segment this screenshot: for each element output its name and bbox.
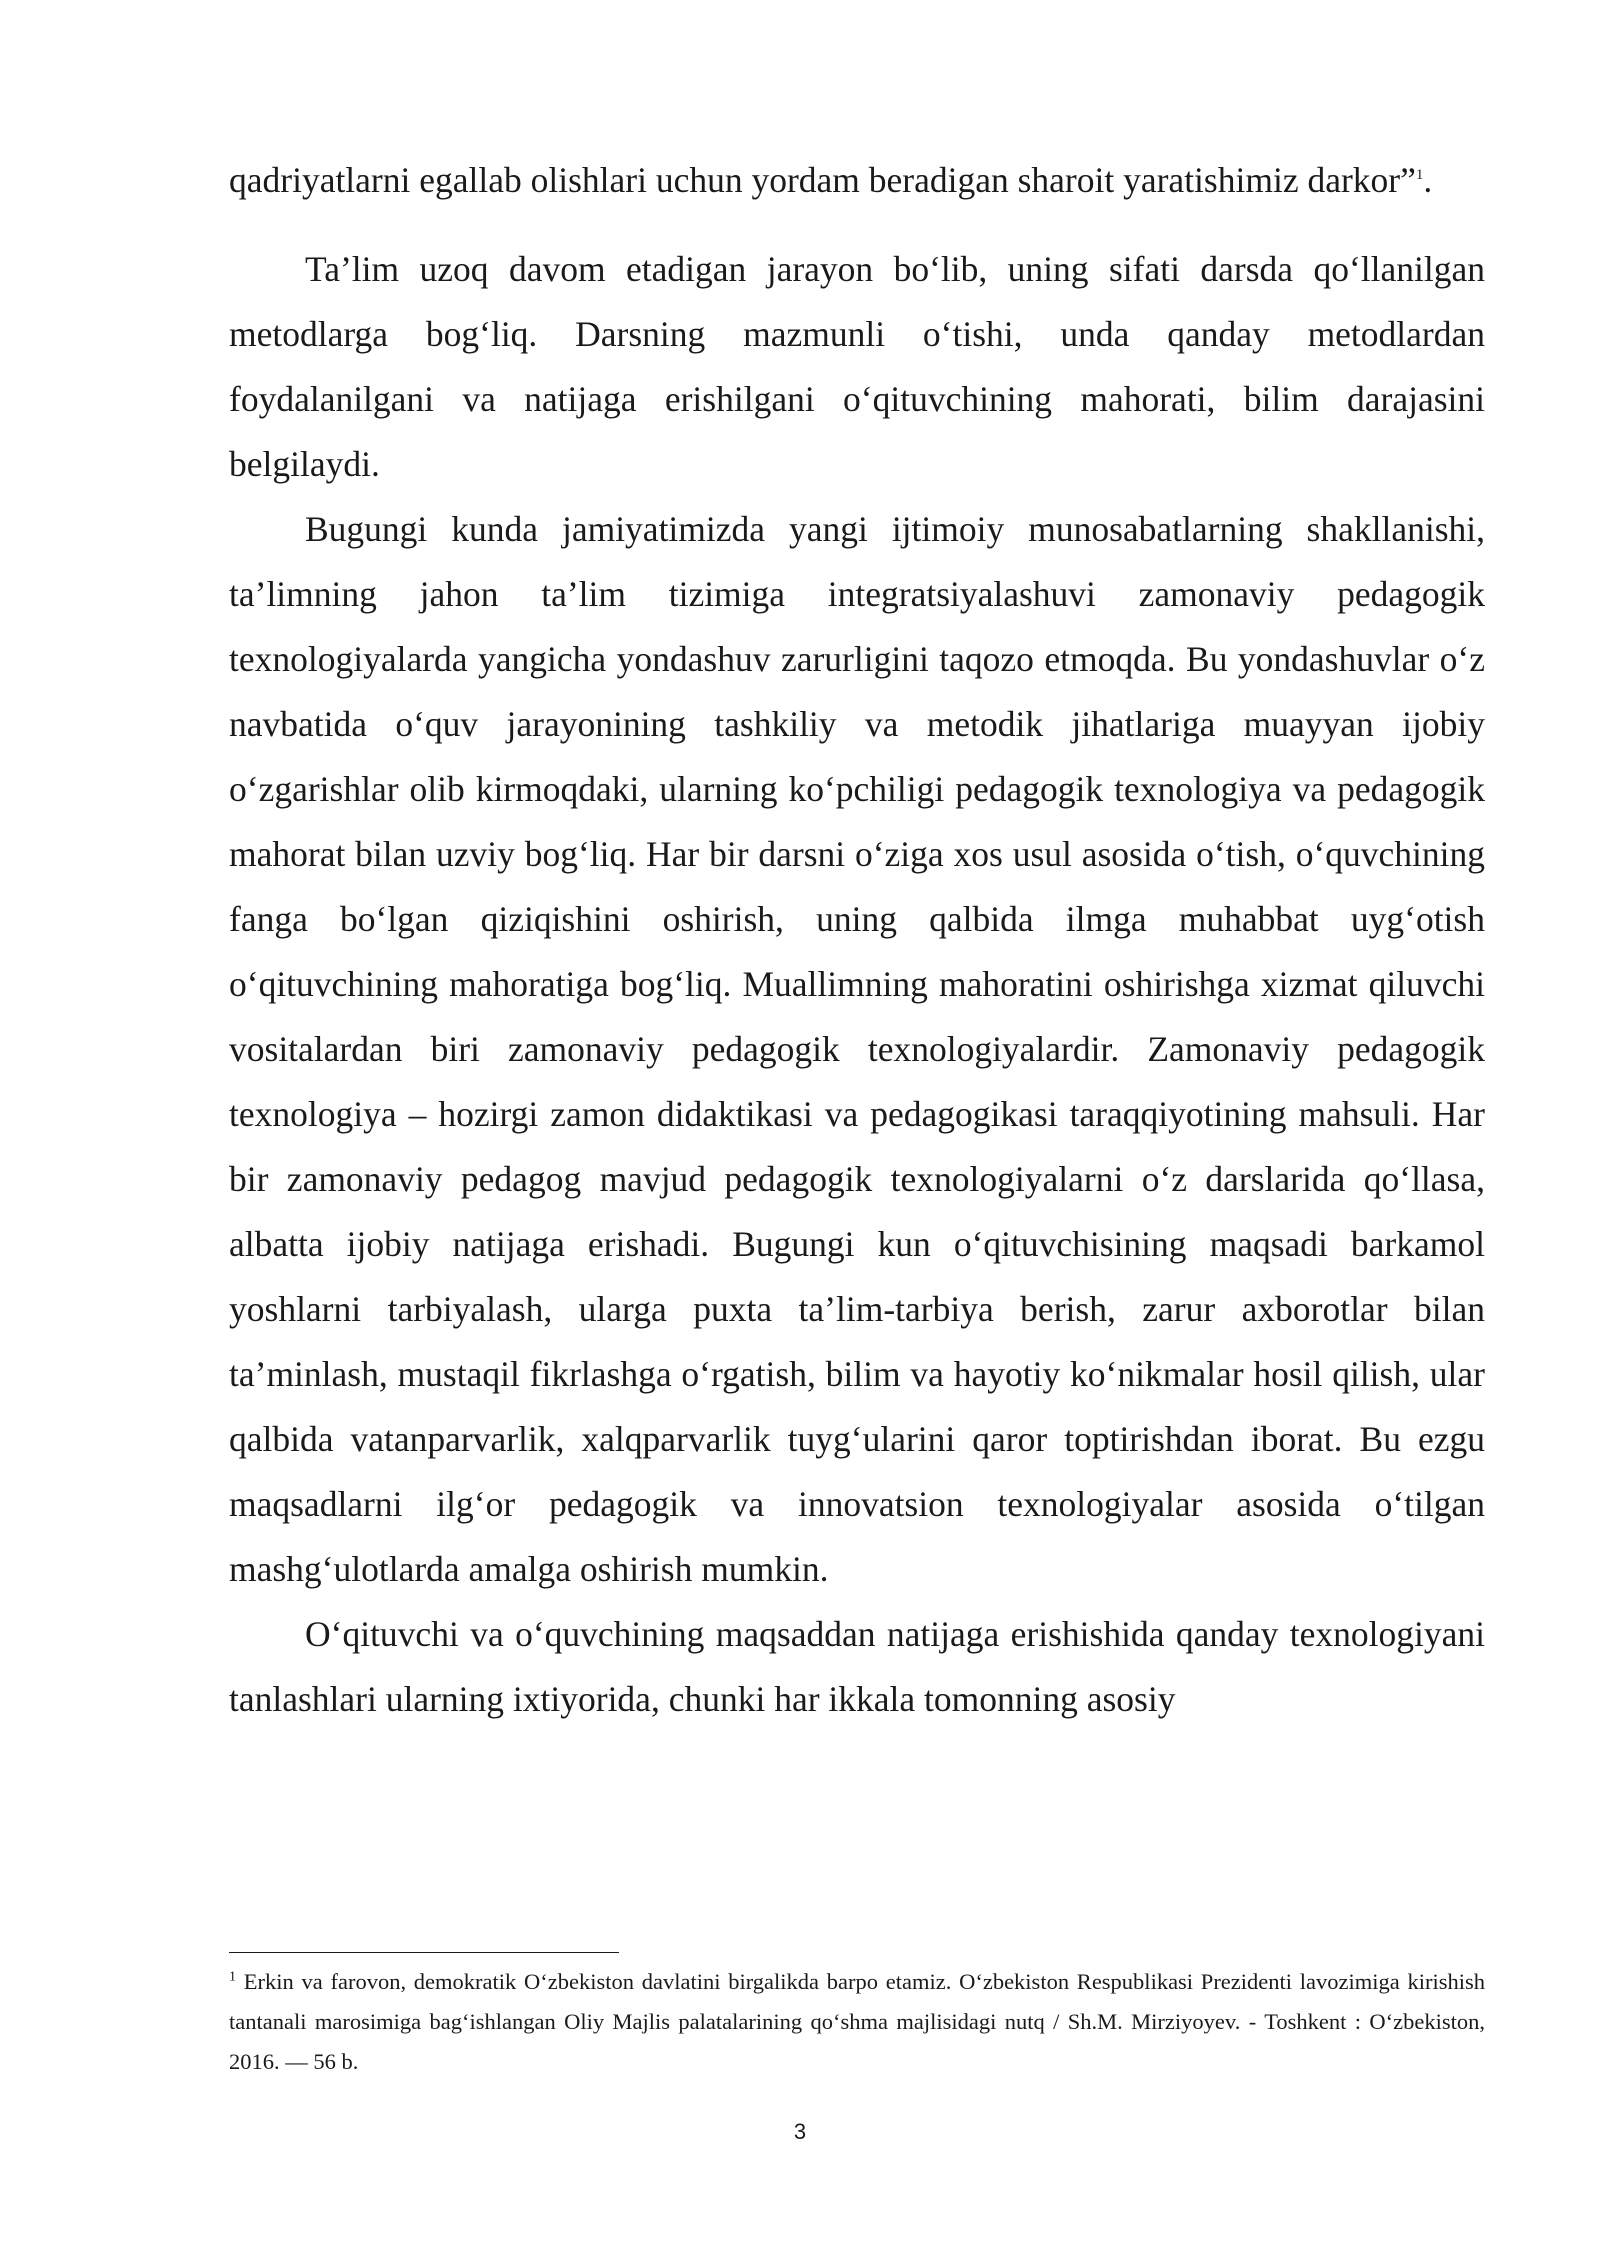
paragraph-continuation-end: . — [1423, 160, 1433, 200]
footnote-marker: 1 — [229, 1969, 236, 1985]
footnote-text: Erkin va farovon, demokratik O‘zbekiston davlatini birgalikda barpo etamiz. O‘zbekiston Respublikasi Prezidenti lavozimiga kirishish tantanali marosimiga bag‘ishlangan Oliy Majlis palatalarining qo‘shma majlisidagi nutq / Sh.M. Mirziyoyev. - Toshkent : O‘zbekiston, 2016. — 56 b. — [229, 1969, 1485, 2074]
paragraph-talim: Ta’lim uzoq davom etadigan jarayon bo‘lib, uning sifati darsda qo‘llanilgan metodlarga bog‘liq. Darsning mazmunli o‘tishi, unda qanday metodlardan foydalanilgani va natijaga erishilgani o‘qituvchining mahorati, bilim darajasini belgilaydi. — [229, 249, 1485, 484]
document-body — [229, 148, 1485, 1732]
paragraph-oqituvchi: O‘qituvchi va o‘quvchining maqsaddan natijaga erishishida qanday texnologiyani tanlashlari ularning ixtiyorida, chunki har ikkala tomonning asosiy — [229, 1614, 1485, 1719]
paragraph-continuation-text: qadriyatlarni egallab olishlari uchun yordam beradigan sharoit yaratishimiz darkor” — [229, 160, 1416, 200]
footnote-reference: 1 — [1415, 167, 1424, 184]
paragraph-continuation — [229, 148, 1485, 213]
footnote — [229, 1962, 1485, 2082]
page-number: 3 — [793, 2119, 807, 2144]
footnote-separator — [229, 1952, 619, 1953]
paragraph-bugungi-kunda: Bugungi kunda jamiyatimizda yangi ijtimoiy munosabatlarning shakllanishi, ta’limning jahon ta’lim tizimiga integratsiyalashuvi zamonaviy pedagogik texnologiyalarda yangicha yondashuv zarurligini taqozo etmoqda. Bu yondashuvlar o‘z navbatida o‘quv jarayonining tashkiliy va metodik jihatlariga muayyan ijobiy o‘zgarishlar olib kirmoqdaki, ularning ko‘pchiligi pedagogik texnologiya va pedagogik mahorat bilan uzviy bog‘liq. Har bir darsni o‘ziga xos usul asosida o‘tish, o‘quvchining fanga bo‘lgan qiziqishini oshirish, uning qalbida ilmga muhabbat uyg‘otish o‘qituvchining mahoratiga bog‘liq. Muallimning mahoratini oshirishga xizmat qiluvchi vositalardan biri zamonaviy pedagogik texnologiyalardir. Zamonaviy pedagogik texnologiya – hozirgi zamon didaktikasi va pedagogikasi taraqqiyotining mahsuli. Har bir zamonaviy pedagog mavjud pedagogik texnologiyalarni o‘z darslarida qo‘llasa, albatta ijobiy natijaga erishadi. Bugungi kun o‘qituvchisining maqsadi barkamol yoshlarni tarbiyalash, ularga puxta ta’lim-tarbiya berish, zarur axborotlar bilan ta’minlash, mustaqil fikrlashga o‘rgatish, bilim va hayotiy ko‘nikmalar hosil qilish, ular qalbida vatanparvarlik, xalqparvarlik tuyg‘ularini qaror toptirishdan iborat. Bu ezgu maqsadlarni ilg‘or pedagogik va innovatsion texnologiyalar asosida o‘tilgan mashg‘ulotlarda amalga oshirish mumkin. — [229, 509, 1485, 1589]
